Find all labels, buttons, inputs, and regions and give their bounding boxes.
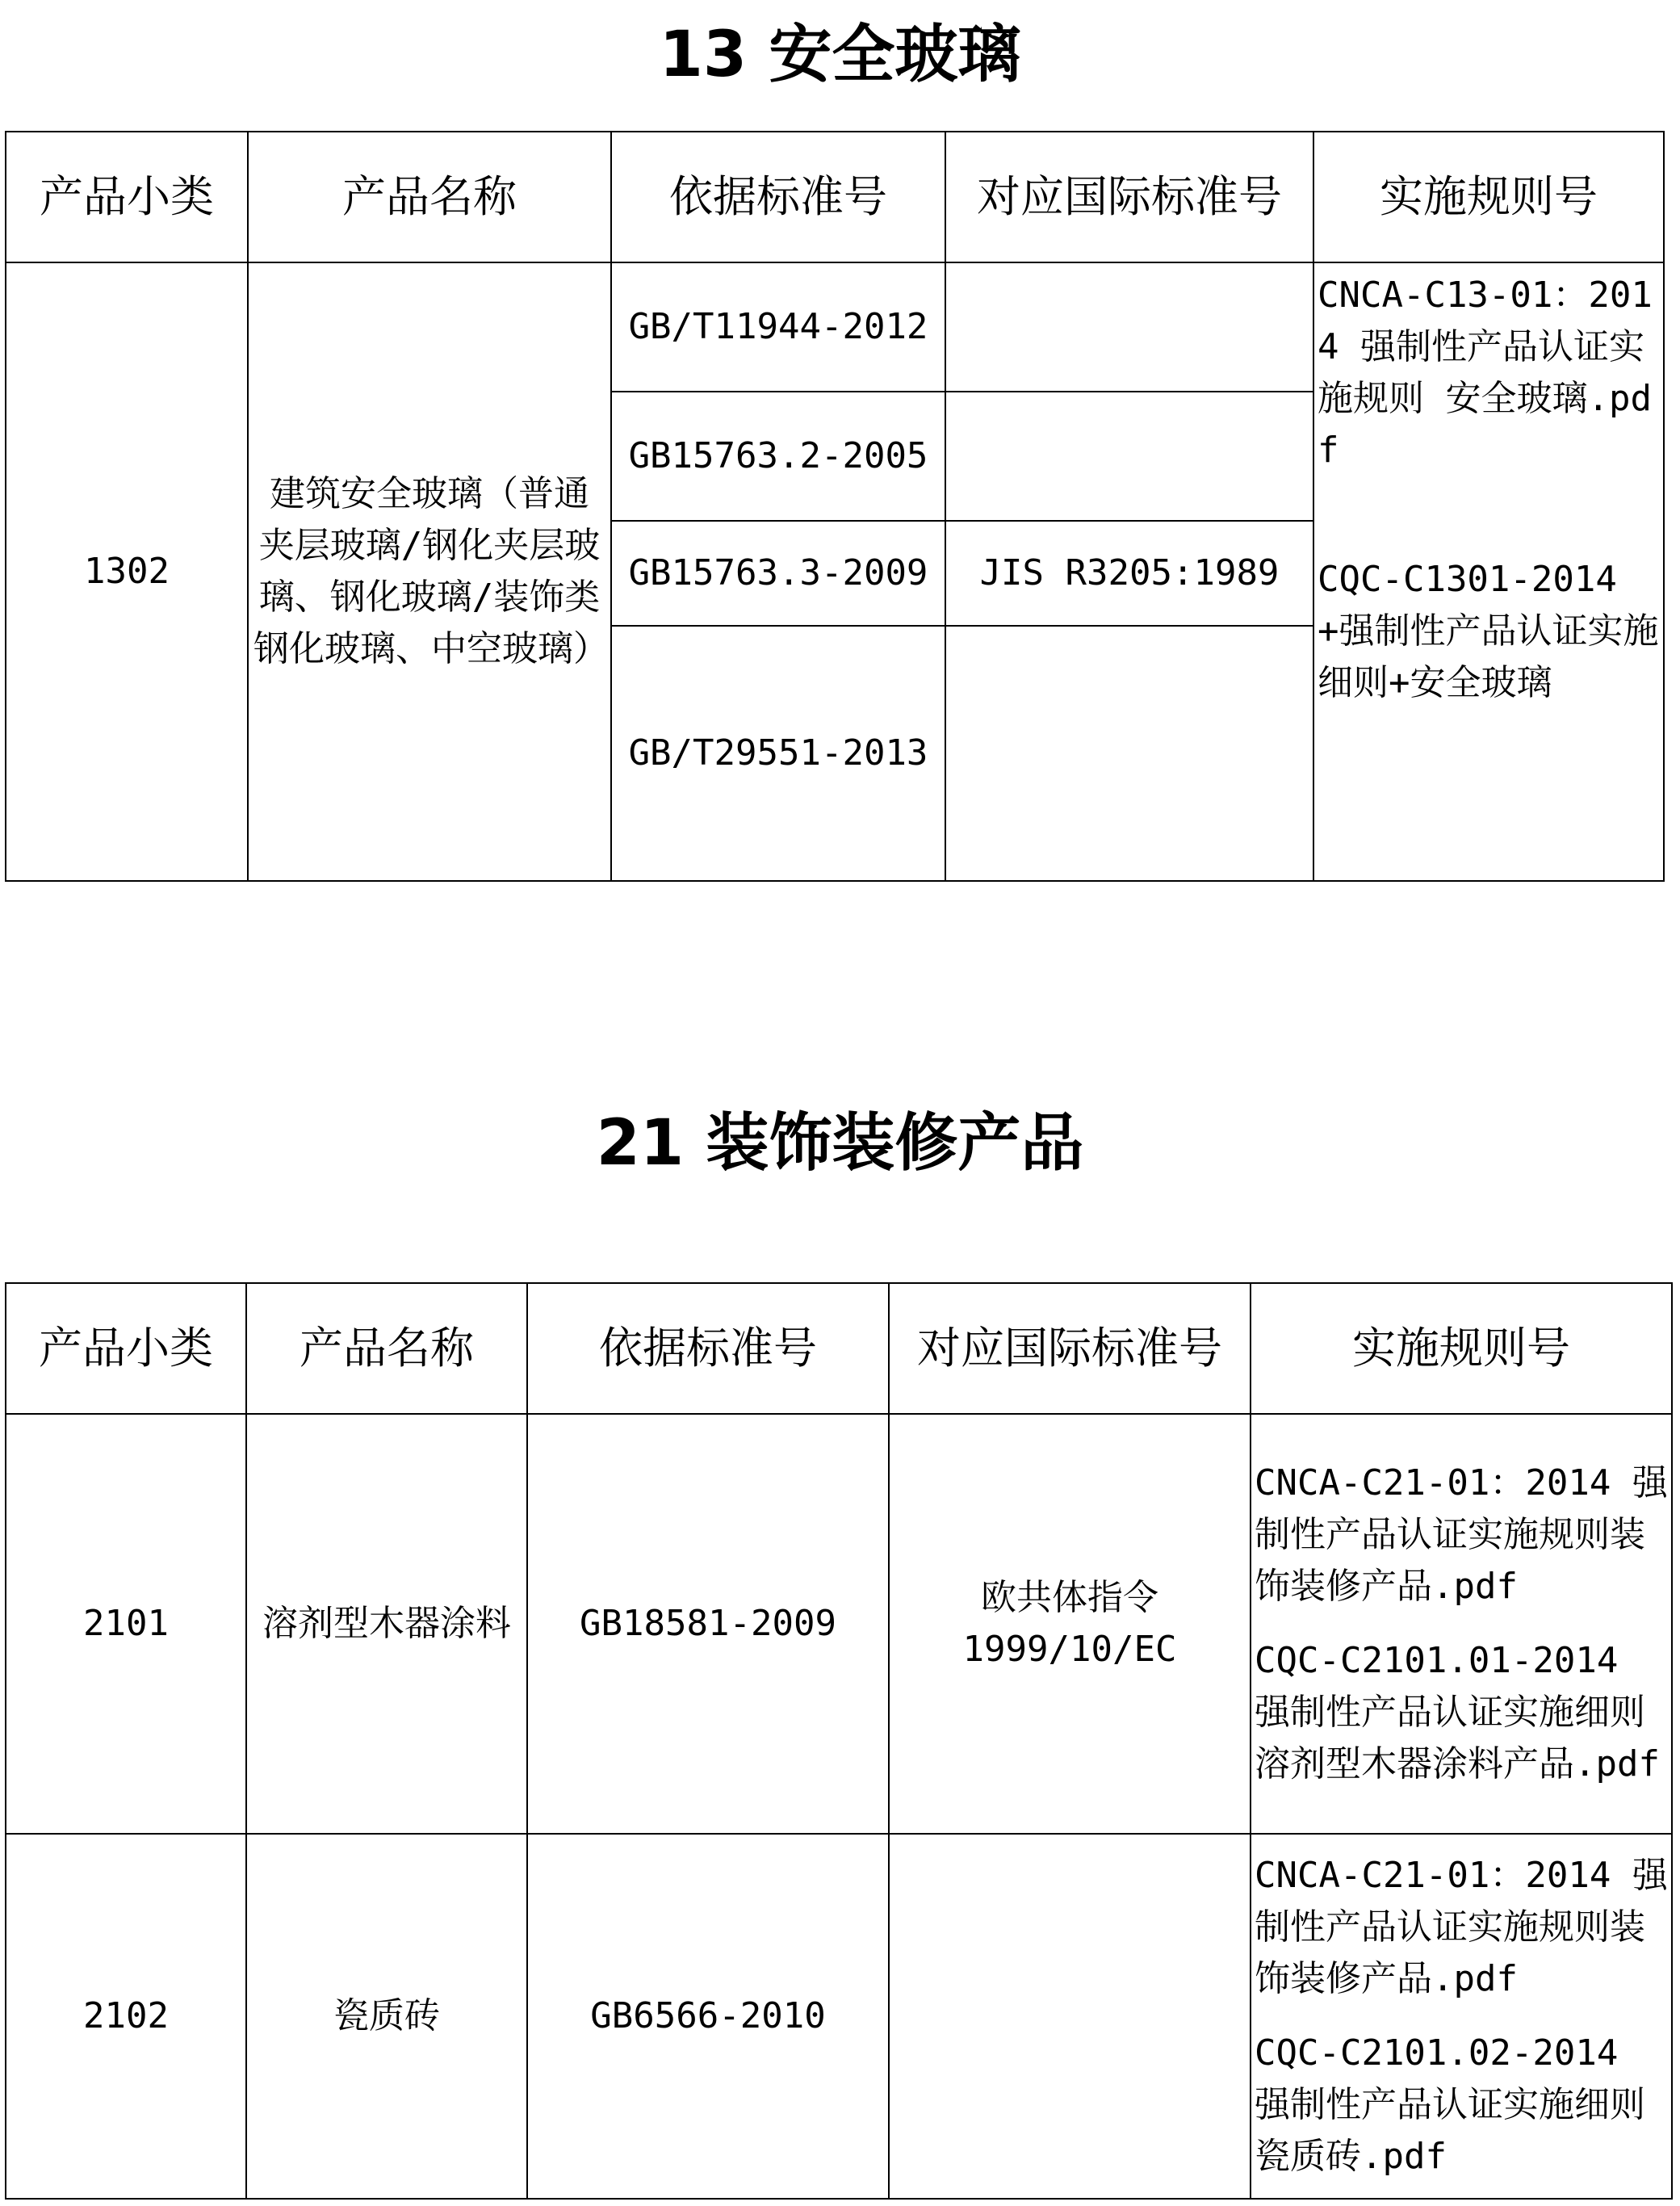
rule-document-link[interactable]: CNCA-C21-01：2014 强制性产品认证实施规则装饰装修产品.pdf bbox=[1255, 1855, 1668, 1999]
table-row bbox=[6, 262, 1664, 392]
header-rule: 实施规则号 bbox=[1251, 1283, 1672, 1414]
standard-number: GB15763.3-2009 bbox=[611, 521, 945, 626]
product-name: 建筑安全玻璃（普通夹层玻璃/钢化夹层玻璃、钢化玻璃/装饰类钢化玻璃、中空玻璃） bbox=[248, 262, 611, 881]
header-intl-standard: 对应国际标准号 bbox=[945, 132, 1313, 262]
table-row bbox=[6, 1834, 1672, 2199]
subcategory-code: 2101 bbox=[6, 1414, 246, 1834]
intl-standard-number bbox=[889, 1834, 1251, 2199]
header-product-name: 产品名称 bbox=[248, 132, 611, 262]
rule-document-link[interactable]: CQC-C1301-2014+强制性产品认证实施细则+安全玻璃 bbox=[1318, 559, 1659, 703]
intl-standard-number bbox=[945, 392, 1313, 521]
header-subcategory: 产品小类 bbox=[6, 1283, 246, 1414]
rule-document-link[interactable]: CNCA-C13-01：2014 强制性产品认证实施规则 安全玻璃.pdf bbox=[1318, 275, 1653, 471]
decoration-products-table bbox=[5, 1282, 1673, 2200]
subcategory-code: 2102 bbox=[6, 1834, 246, 2199]
header-standard: 依据标准号 bbox=[527, 1283, 889, 1414]
intl-standard-number: JIS R3205:1989 bbox=[945, 521, 1313, 626]
intl-standard-number: 欧共体指令1999/10/EC bbox=[889, 1414, 1251, 1834]
product-name: 溶剂型木器涂料 bbox=[246, 1414, 527, 1834]
safety-glass-table bbox=[5, 131, 1665, 882]
product-name: 瓷质砖 bbox=[246, 1834, 527, 2199]
section-title-decoration-products: 21 装饰装修产品 bbox=[596, 1107, 1084, 1180]
standard-number: GB/T11944-2012 bbox=[611, 262, 945, 392]
header-product-name: 产品名称 bbox=[246, 1283, 527, 1414]
header-subcategory: 产品小类 bbox=[6, 132, 248, 262]
intl-standard-number bbox=[945, 626, 1313, 881]
header-intl-standard: 对应国际标准号 bbox=[889, 1283, 1251, 1414]
rule-cell bbox=[1251, 1834, 1672, 2199]
rule-cell bbox=[1313, 262, 1664, 881]
table-header-row bbox=[6, 1283, 1672, 1414]
rule-document-link[interactable]: CQC-C2101.02-2014 强制性产品认证实施细则瓷质砖.pdf bbox=[1255, 2032, 1645, 2177]
standard-number: GB/T29551-2013 bbox=[611, 626, 945, 881]
header-standard: 依据标准号 bbox=[611, 132, 945, 262]
rule-cell bbox=[1251, 1414, 1672, 1834]
section-title-safety-glass: 13 安全玻璃 bbox=[659, 19, 1021, 91]
rule-document-link[interactable]: CNCA-C21-01：2014 强制性产品认证实施规则装饰装修产品.pdf bbox=[1255, 1462, 1668, 1607]
intl-standard-number bbox=[945, 262, 1313, 392]
table-row bbox=[6, 1414, 1672, 1834]
subcategory-code: 1302 bbox=[6, 262, 248, 881]
rule-document-link[interactable]: CQC-C2101.01-2014 强制性产品认证实施细则溶剂型木器涂料产品.pdf bbox=[1255, 1640, 1660, 1785]
table-header-row bbox=[6, 132, 1664, 262]
standard-number: GB18581-2009 bbox=[527, 1414, 889, 1834]
standard-number: GB6566-2010 bbox=[527, 1834, 889, 2199]
header-rule: 实施规则号 bbox=[1313, 132, 1664, 262]
standard-number: GB15763.2-2005 bbox=[611, 392, 945, 521]
